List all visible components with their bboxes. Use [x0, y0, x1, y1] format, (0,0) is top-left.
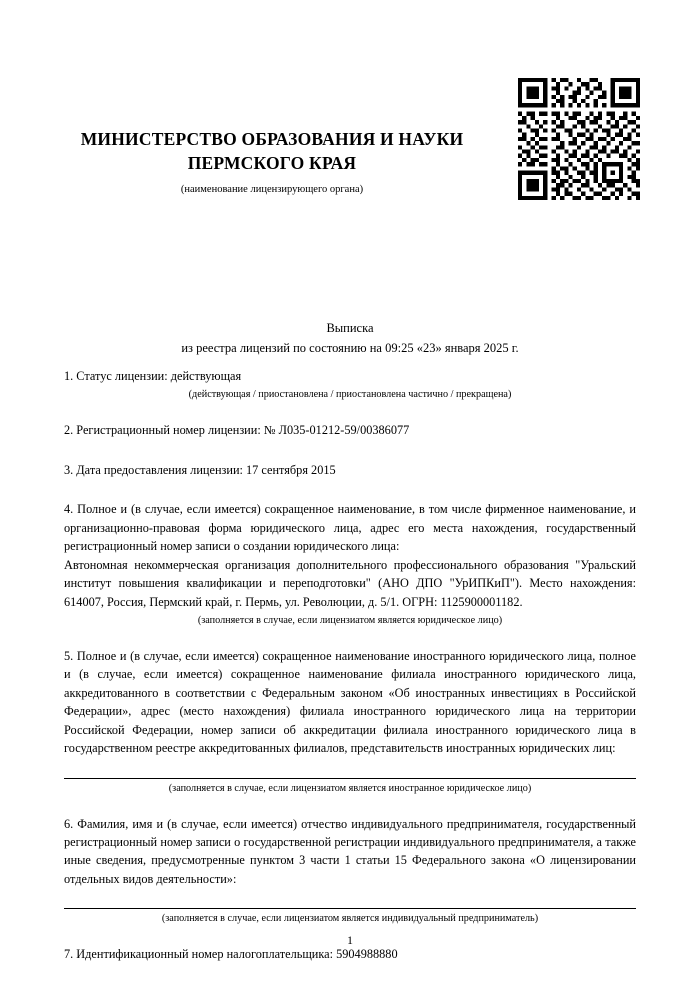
item-4-value: Автономная некоммерческая организация дополнительного профессионального образования "Уральский институт повышения квалификации и переподготовки" (АНО ДПО "УрИПКиП"). Место нахождения: 614007, Россия, Пермский край, г. Пермь, ул. Революции, д. 5/1. ОГРН: 1125900001182. — [64, 557, 636, 609]
item-5-foreign-legal-entity — [64, 647, 636, 794]
document-title-line2: из реестра лицензий по состоянию на 09:25 «23» января 2025 г. — [181, 341, 519, 355]
document-title-line1: Выписка — [326, 321, 374, 335]
issuing-authority-caption: (наименование лицензирующего органа) — [180, 184, 364, 196]
item-4-legal-entity — [64, 500, 636, 626]
item-7-taxpayer-number — [64, 945, 636, 963]
item-5-blank-line — [64, 778, 636, 779]
item-6-individual-entrepreneur — [64, 815, 636, 925]
item-1-note: (действующая / приостановлена / приостановлена частично / прекращена) — [188, 389, 512, 401]
document-body — [64, 367, 636, 964]
item-6-blank-line — [64, 908, 636, 909]
page-number: 1 — [347, 933, 353, 947]
item-2-text: 2. Регистрационный номер лицензии: № Л035-01212-59/00386077 — [64, 423, 410, 438]
document-title — [0, 318, 700, 358]
document-header — [62, 128, 482, 195]
issuing-authority-title: МИНИСТЕРСТВО ОБРАЗОВАНИЯ И НАУКИ ПЕРМСКОГО КРАЯ — [80, 129, 464, 173]
item-6-text: 6. Фамилия, имя и (в случае, если имеется) отчество индивидуального предпринимателя, государственный регистрационный номер записи о государственной регистрации индивидуального предпринимателя, а также иные сведения, предусмотренные пунктом 3 части 1 статьи 15 Федерального закона «О лицензировании отдельных видов деятельности»: — [64, 816, 636, 886]
item-3-text: 3. Дата предоставления лицензии: 17 сентября 2015 — [64, 462, 336, 477]
item-5-text: 5. Полное и (в случае, если имеется) сокращенное наименование иностранного юридического лица, полное и (в случае, если имеется) сокращенное наименование филиала иностранного юридического лица, аккредитованного в соответствии с Федеральным законом «Об иностранных инвестициях в Российской Федерации», адрес (место нахождения) филиала иностранного юридического лица на территории Российской Федерации, номер записи об аккредитации филиала иностранного юридического лица в государственном реестре аккредитованных филиалов, представительств иностранных юридических лиц: — [64, 648, 636, 756]
qr-code-icon — [518, 78, 640, 200]
item-4-text: 4. Полное и (в случае, если имеется) сокращенное наименование, в том числе фирменное наименование, и организационно-правовая форма юридического лица, адрес его места нахождения, государственный регистрационный номер записи о создании юридического лица: — [64, 502, 636, 554]
item-5-note: (заполняется в случае, если лицензиатом является иностранное юридическое лицо) — [168, 782, 532, 794]
item-1-license-status — [64, 367, 636, 400]
item-1-text: 1. Статус лицензии: действующая — [64, 369, 242, 383]
item-4-note: (заполняется в случае, если лицензиатом является юридическое лицо) — [197, 614, 503, 626]
item-7-text: 7. Идентификационный номер налогоплательщика: 5904988880 — [64, 947, 398, 962]
item-2-registration-number — [64, 421, 636, 439]
item-6-note: (заполняется в случае, если лицензиатом является индивидуальный предприниматель) — [161, 913, 539, 925]
item-3-issue-date — [64, 461, 636, 479]
